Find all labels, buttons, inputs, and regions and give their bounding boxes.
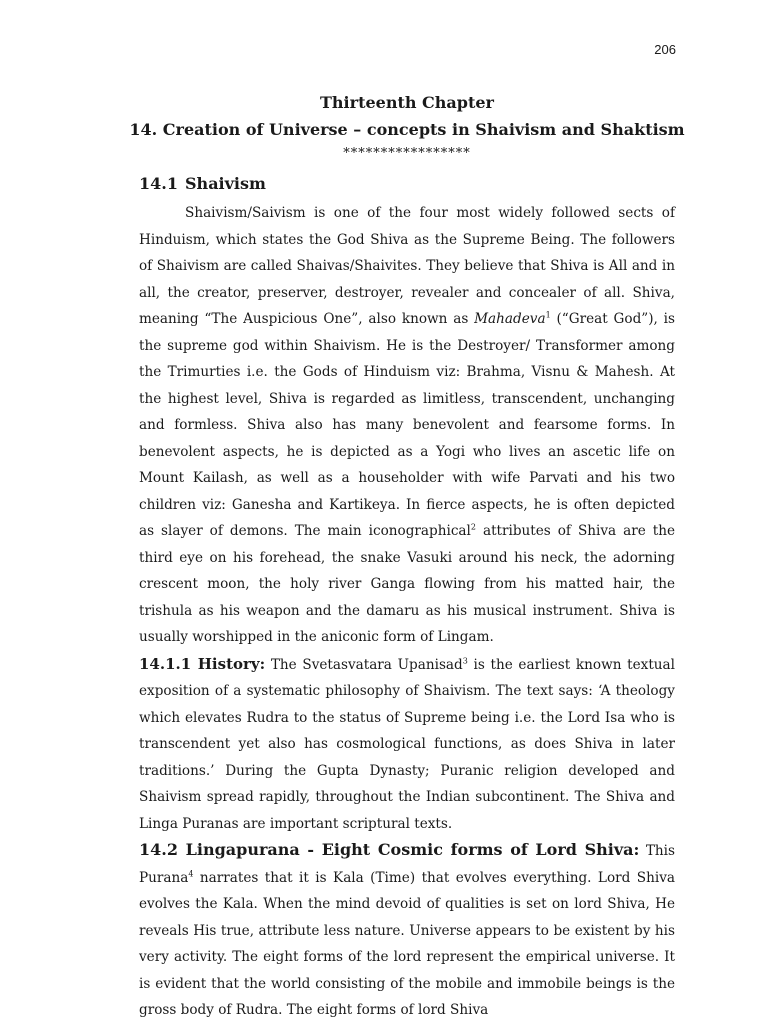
chapter-title: Thirteenth Chapter [320,93,494,112]
paragraph-history [139,651,675,838]
separator-stars: ***************** [343,146,471,161]
footnote-ref-4[interactable]: 4 [188,868,194,878]
footnote-ref-1[interactable]: 1 [545,310,551,320]
paragraph-text: (“Great God”), is the supreme god within Shaivism. He is the Destroyer/ Transformer among the Trimurties i.e. the Gods of Hinduism viz: Brahma, Visnu & Mahesh. At the highest level, Shiva is regarded as limitless, transcendent, unchanging and formless. Shiva also has many benevolent and fearsome forms. In benevolent aspects, he is depicted as a Yogi who lives an ascetic life on Mount Kailash, as well as a householder with wife Parvati and his two children viz: Ganesha and Kartikeya. In fierce aspects, he is often depicted as slayer of demons. The main iconographical [139,311,675,539]
paragraph-shaivism [139,200,675,651]
chapter-subtitle: 14. Creation of Universe – concepts in Shaivism and Shaktism [129,120,685,139]
history-heading: 14.1.1 History: [139,654,266,673]
paragraph-text: is the earliest known textual exposition of a systematic philosophy of Shaivism. The text says: ‘A theology which elevates Rudra to the status of Supreme being i.e. the Lord Isa who is transcendent yet also has cosmological functions, as does Shiva in later traditions.’ During the Gupta Dynasty; Puranic religion developed and Shaivism spread rapidly, throughout the Indian subcontinent. The Shiva and Linga Puranas are important scriptural texts. [139,656,675,832]
mahadeva-term: Mahadeva [474,311,546,327]
lingapurana-heading: 14.2 Lingapurana - Eight Cosmic forms of Lord Shiva: [139,840,640,859]
footnote-ref-3[interactable]: 3 [462,655,468,665]
section-number: 14.1 [139,174,178,193]
paragraph-text: attributes of Shiva are the third eye on his forehead, the snake Vasuki around his neck, the adorning crescent moon, the holy river Ganga flowing from his matted hair, the trishula as his weapon and the damaru as his musical instrument. Shiva is usually worshipped in the aniconic form of Lingam. [139,523,675,645]
body-content [139,170,675,1024]
section-title: Shaivism [185,174,266,193]
paragraph-text: narrates that it is Kala (Time) that evolves everything. Lord Shiva evolves the Kala. When the mind devoid of qualities is set on lord Shiva, He reveals His true, attribute less nature. Universe appears to be existent by his very activity. The eight forms of the lord represent the empirical universe. It is evident that the world consisting of the mobile and immobile beings is the gross body of Rudra. The eight forms of lord Shiva [139,869,675,1018]
section-heading-14-1 [139,170,675,198]
page-number: 206 [654,42,676,57]
paragraph-text: This Purana [139,843,675,886]
paragraph-text: Shaivism/Saivism is one of the four most widely followed sects of Hinduism, which states the God Shiva as the Supreme Being. The followers of Shaivism are called Shaivas/Shaivites. They believe that Shiva is All and in all, the creator, preserver, destroyer, revealer and concealer of all. Shiva, meaning “The Auspicious One”, also known as [139,205,675,327]
paragraph-lingapurana [139,837,675,1024]
paragraph-text: The Svetasvatara Upanisad [265,656,463,673]
footnote-ref-2[interactable]: 2 [470,522,476,532]
